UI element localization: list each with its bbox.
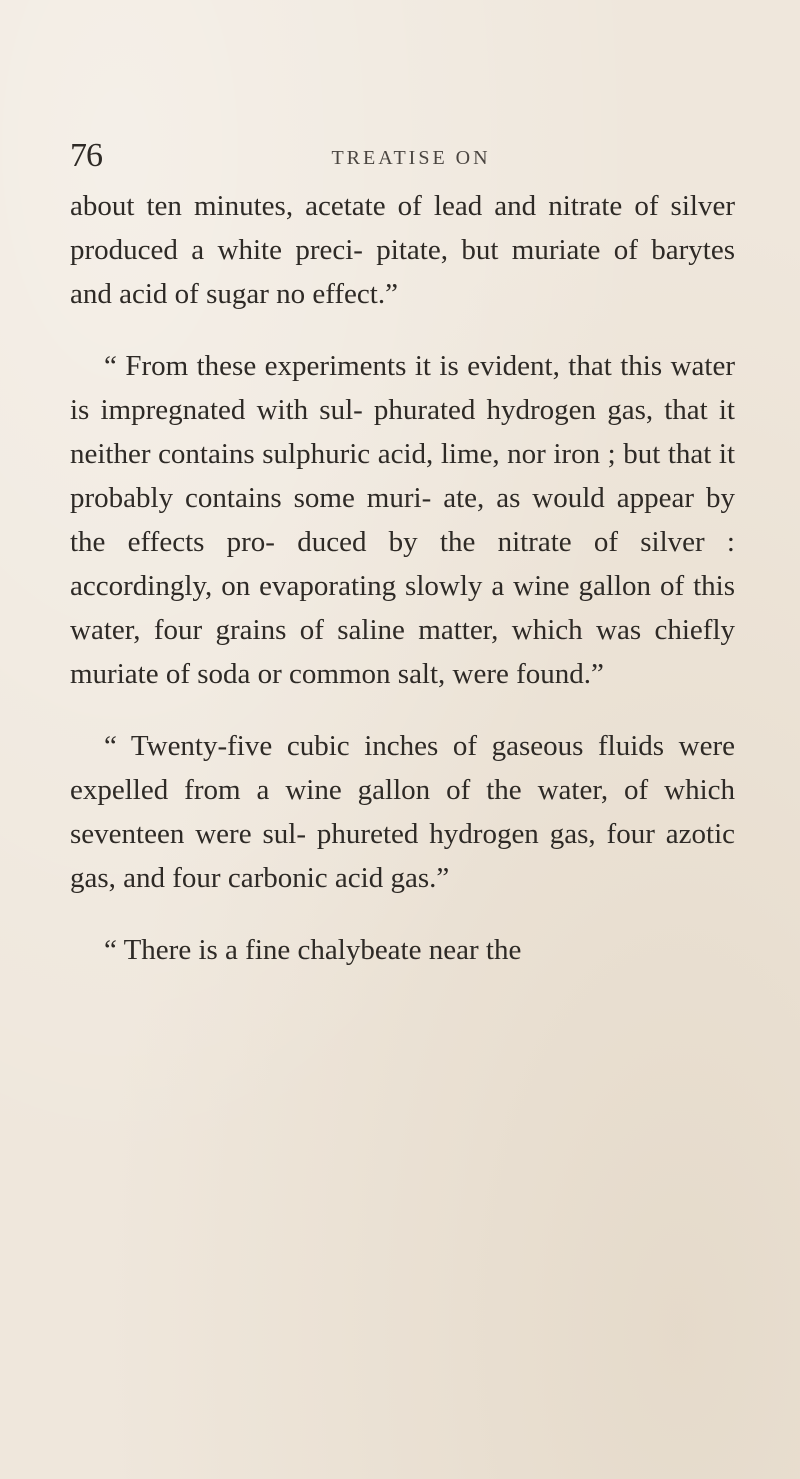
page-header xyxy=(70,134,730,178)
body-text xyxy=(70,184,735,972)
paragraph-experiments: “ From these experiments it is evident, that this water is impregnated with sul- phurated hydrogen gas, that it neither contains sulphuric acid, lime, nor iron ; but that it probably contains some muri- ate, as would appear by the effects pro- duced by the nitrate of silver : accordingly, on evaporating slowly a wine gallon of this water, four grains of saline matter, which was chiefly muriate of soda or common salt, were found.” xyxy=(70,350,735,690)
page-number: 76 xyxy=(70,137,102,174)
paragraph-chalybeate: “ There is a fine chalybeate near the xyxy=(104,934,522,966)
running-title: TREATISE ON xyxy=(331,147,491,169)
paragraph-gaseous-fluids: “ Twenty-five cubic inches of gaseous fluids were expelled from a wine gallon of the water, of which seventeen were sul- phureted hydrogen gas, four azotic gas, and four carbonic acid gas.” xyxy=(70,730,735,894)
paragraph-continuation: about ten minutes, acetate of lead and nitrate of silver produced a white preci- pitate, but muriate of barytes and acid of sugar no effect.” xyxy=(70,190,735,310)
